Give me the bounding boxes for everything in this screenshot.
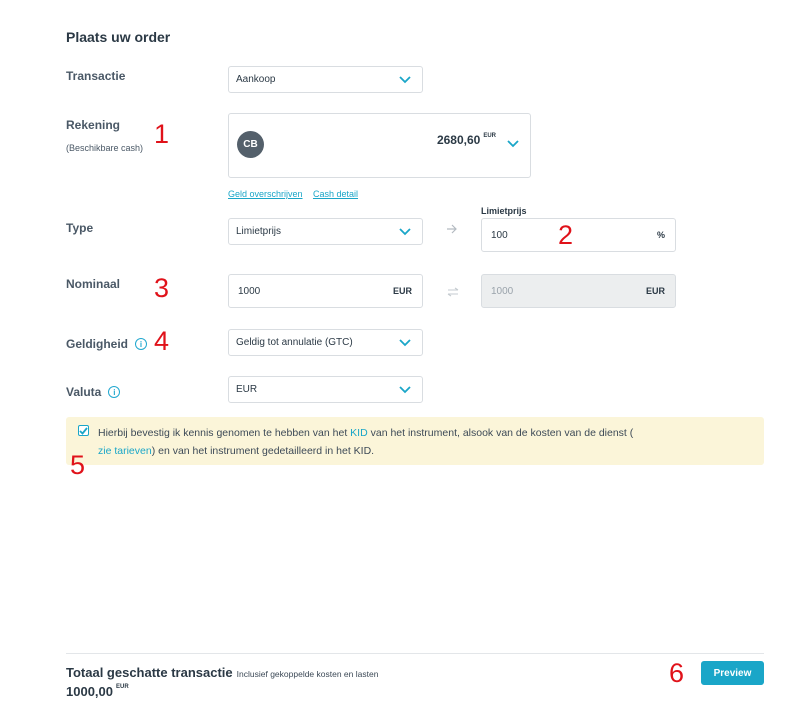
transactie-select[interactable]: [228, 66, 423, 93]
notice-text-2: van het instrument, alsook van de kosten van de dienst (: [367, 427, 634, 439]
account-balance: [437, 133, 496, 147]
annotation-1: 1: [154, 119, 170, 149]
transactie-value: Aankoop: [236, 74, 276, 85]
rekening-label: Rekening: [66, 118, 121, 132]
nominaal-converted-value: 1000: [491, 285, 514, 297]
total-amount: [66, 684, 129, 699]
tarieven-link[interactable]: zie tarieven: [98, 445, 152, 457]
account-balance-value: 2680,60: [436, 133, 481, 147]
nominaal-converted-field: [481, 274, 676, 308]
geldigheid-label-row: [66, 337, 147, 351]
limietprijs-label: Limietprijs: [481, 206, 527, 216]
kid-confirmation-checkbox[interactable]: [78, 425, 89, 436]
nominaal-value: 1000: [238, 285, 261, 297]
valuta-select[interactable]: [228, 376, 423, 403]
limietprijs-value: 100: [491, 229, 508, 241]
type-value: Limietprijs: [236, 226, 282, 237]
geldigheid-select[interactable]: [228, 329, 423, 356]
avatar: CB: [237, 131, 264, 158]
chevron-down-icon: [398, 75, 412, 85]
valuta-value: EUR: [236, 384, 258, 395]
account-links: [228, 184, 358, 202]
total-amount-currency: EUR: [116, 684, 129, 690]
total-amount-value: 1000,00: [66, 684, 113, 699]
info-icon[interactable]: i: [108, 386, 120, 398]
total-label: Totaal geschatte transactie: [66, 665, 233, 680]
kid-confirmation-box: [66, 417, 764, 465]
kid-link[interactable]: KID: [350, 427, 368, 439]
limietprijs-input[interactable]: [481, 218, 676, 252]
geld-overschrijven-link[interactable]: Geld overschrijven: [228, 189, 303, 199]
page-title: Plaats uw order: [66, 29, 171, 45]
annotation-3: 3: [154, 273, 170, 303]
nominaal-input[interactable]: [228, 274, 423, 308]
nominaal-label: Nominaal: [66, 277, 121, 291]
account-selector[interactable]: [228, 113, 531, 178]
valuta-label-row: [66, 385, 120, 399]
limietprijs-unit: %: [656, 230, 665, 240]
preview-button[interactable]: Preview: [701, 661, 764, 685]
chevron-down-icon: [398, 385, 412, 395]
annotation-4: 4: [154, 326, 170, 356]
total-title: [66, 665, 378, 680]
info-icon[interactable]: i: [135, 338, 147, 350]
swap-icon: [446, 284, 460, 302]
arrow-right-icon: [446, 223, 458, 237]
annotation-2: 2: [558, 220, 574, 250]
account-balance-currency: EUR: [483, 133, 496, 139]
geldigheid-label: Geldigheid: [66, 337, 129, 351]
chevron-down-icon: [398, 227, 412, 237]
chevron-down-icon: [398, 338, 412, 348]
rekening-sublabel: (Beschikbare cash): [66, 143, 144, 153]
cash-detail-link[interactable]: Cash detail: [312, 189, 359, 199]
chevron-down-icon: [506, 139, 520, 149]
type-label: Type: [66, 221, 94, 235]
valuta-label: Valuta: [66, 385, 102, 399]
kid-confirmation-text: [98, 424, 748, 460]
annotation-6: 6: [669, 658, 685, 688]
geldigheid-value: Geldig tot annulatie (GTC): [236, 337, 353, 348]
transactie-label: Transactie: [66, 69, 126, 83]
footer-divider: [66, 653, 764, 654]
notice-text-1: Hierbij bevestig ik kennis genomen te hebben van het: [98, 427, 351, 439]
check-icon: [79, 427, 88, 435]
total-sublabel: Inclusief gekoppelde kosten en lasten: [236, 669, 379, 679]
type-select[interactable]: [228, 218, 423, 245]
notice-text-3: ) en van het instrument gedetailleerd in het KID.: [151, 445, 375, 457]
annotation-5: 5: [70, 450, 86, 480]
nominaal-unit: EUR: [392, 286, 412, 296]
nominaal-converted-unit: EUR: [645, 286, 665, 296]
